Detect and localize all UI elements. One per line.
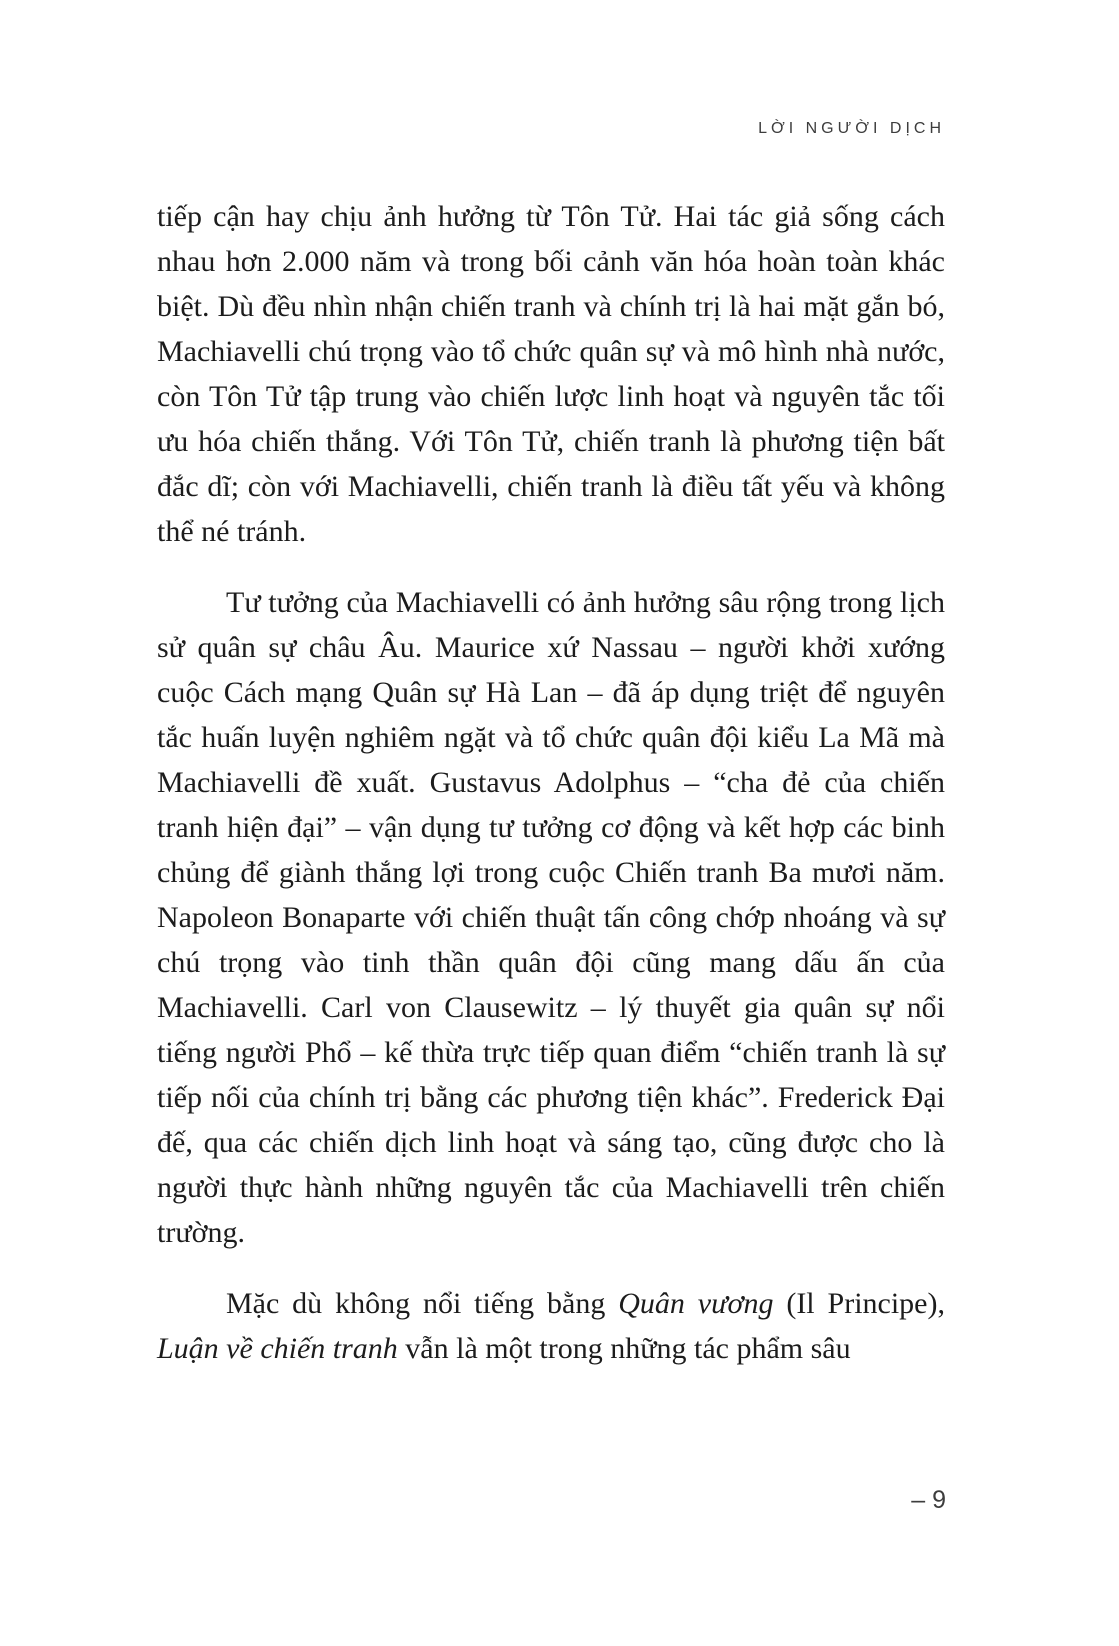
text-run: tiếp cận hay chịu ảnh hưởng từ Tôn Tử. Hai tác giả sống cách nhau hơn 2.000 năm và trong bối cảnh văn hóa hoàn toàn khác biệt. Dù đều nhìn nhận chiến tranh và chính trị là hai mặt gắn bó, Machiavelli chú trọng vào tổ chức quân sự và mô hình nhà nước, còn Tôn Tử tập trung vào chiến lược linh hoạt và nguyên tắc tối ưu hóa chiến thắng. Với Tôn Tử, chiến tranh là phương tiện bất đắc dĩ; còn với Machiavelli, chiến tranh là điều tất yếu và không thể né tránh. — [157, 200, 945, 548]
paragraph — [157, 1281, 945, 1371]
text-run: vẫn là một trong những tác phẩm sâu — [397, 1332, 851, 1365]
paragraph — [157, 194, 945, 554]
italic-text-run: Luận về chiến tranh — [157, 1332, 398, 1365]
text-run: Mặc dù không nổi tiếng bằng — [226, 1287, 619, 1320]
running-header: LỜI NGƯỜI DỊCH — [758, 120, 945, 137]
italic-text-run: Quân vương — [618, 1287, 774, 1320]
text-run: (Il Principe), — [773, 1287, 945, 1320]
text-run: Tư tưởng của Machiavelli có ảnh hưởng sâu rộng trong lịch sử quân sự châu Âu. Maurice xứ Nassau – người khởi xướng cuộc Cách mạng Quân sự Hà Lan – đã áp dụng triệt để nguyên tắc huấn luyện nghiêm ngặt và tổ chức quân đội kiểu La Mã mà Machiavelli đề xuất. Gustavus Adolphus – “cha đẻ của chiến tranh hiện đại” – vận dụng tư tưởng cơ động và kết hợp các binh chủng để giành thắng lợi trong cuộc Chiến tranh Ba mươi năm. Napoleon Bonaparte với chiến thuật tấn công chớp nhoáng và sự chú trọng vào tinh thần quân đội cũng mang dấu ấn của Machiavelli. Carl von Clausewitz – lý thuyết gia quân sự nổi tiếng người Phổ – kế thừa trực tiếp quan điểm “chiến tranh là sự tiếp nối của chính trị bằng các phương tiện khác”. Frederick Đại đế, qua các chiến dịch linh hoạt và sáng tạo, cũng được cho là người thực hành những nguyên tắc của Machiavelli trên chiến trường. — [157, 586, 945, 1249]
paragraph — [157, 580, 945, 1255]
page-number: – 9 — [911, 1486, 946, 1514]
body-text-block — [157, 194, 945, 1397]
